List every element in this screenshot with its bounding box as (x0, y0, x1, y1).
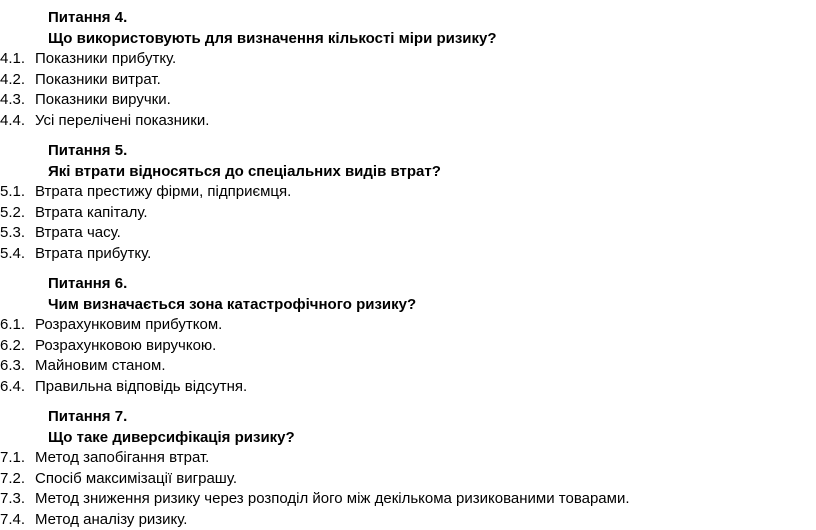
question-7 (0, 406, 816, 530)
answer-option-7-2 (0, 469, 816, 490)
answer-number: 7.1. (0, 448, 35, 469)
answer-option-4-4 (0, 111, 816, 132)
document (0, 7, 816, 530)
question-4 (0, 7, 816, 131)
answer-option-4-2 (0, 70, 816, 91)
answer-list (0, 182, 816, 264)
answer-number: 4.1. (0, 49, 35, 70)
answer-text: Майновим станом. (35, 356, 816, 377)
answer-number: 5.3. (0, 223, 35, 244)
answer-number: 4.3. (0, 90, 35, 111)
answer-option-5-3 (0, 223, 816, 244)
answer-list (0, 49, 816, 131)
answer-number: 7.3. (0, 489, 35, 510)
answer-text: Спосіб максимізації виграшу. (35, 469, 816, 490)
answer-option-6-2 (0, 336, 816, 357)
answer-option-6-4 (0, 377, 816, 398)
answer-number: 5.2. (0, 203, 35, 224)
answer-option-5-2 (0, 203, 816, 224)
question-text: Що таке диверсифікація ризику? (0, 427, 518, 448)
answer-number: 6.2. (0, 336, 35, 357)
answer-option-6-3 (0, 356, 816, 377)
answer-number: 5.1. (0, 182, 35, 203)
answer-text: Показники витрат. (35, 70, 816, 91)
answer-number: 4.4. (0, 111, 35, 132)
answer-option-4-1 (0, 49, 816, 70)
answer-number: 7.4. (0, 510, 35, 530)
answer-text: Втрата капіталу. (35, 203, 816, 224)
question-title: Питання 6. (0, 273, 508, 294)
answer-text: Показники виручки. (35, 90, 816, 111)
answer-option-7-1 (0, 448, 816, 469)
answer-text: Розрахунковою виручкою. (35, 336, 816, 357)
answer-number: 6.4. (0, 377, 35, 398)
answer-text: Метод аналізу ризику. (35, 510, 816, 530)
answer-list (0, 315, 816, 397)
answer-number: 4.2. (0, 70, 35, 91)
answer-text: Втрата престижу фірми, підприємця. (35, 182, 816, 203)
question-5 (0, 140, 816, 264)
question-text: Які втрати відносяться до спеціальних видів втрат? (0, 161, 518, 182)
question-title: Питання 7. (0, 406, 508, 427)
answer-list (0, 448, 816, 530)
answer-number: 7.2. (0, 469, 35, 490)
answer-text: Усі перелічені показники. (35, 111, 816, 132)
answer-text: Метод зниження ризику через розподіл його між декількома ризикованими товарами. (35, 489, 816, 510)
answer-text: Правильна відповідь відсутня. (35, 377, 816, 398)
answer-text: Показники прибутку. (35, 49, 816, 70)
answer-text: Розрахунковим прибутком. (35, 315, 816, 336)
question-6 (0, 273, 816, 397)
answer-text: Втрата прибутку. (35, 244, 816, 265)
answer-text: Метод запобігання втрат. (35, 448, 816, 469)
answer-number: 5.4. (0, 244, 35, 265)
answer-text: Втрата часу. (35, 223, 816, 244)
question-title: Питання 4. (0, 7, 508, 28)
question-title: Питання 5. (0, 140, 508, 161)
answer-option-5-1 (0, 182, 816, 203)
answer-option-4-3 (0, 90, 816, 111)
question-text: Чим визначається зона катастрофічного ризику? (0, 294, 518, 315)
answer-number: 6.3. (0, 356, 35, 377)
answer-option-7-3 (0, 489, 816, 510)
answer-option-6-1 (0, 315, 816, 336)
answer-option-5-4 (0, 244, 816, 265)
question-text: Що використовують для визначення кількості міри ризику? (0, 28, 508, 49)
answer-number: 6.1. (0, 315, 35, 336)
